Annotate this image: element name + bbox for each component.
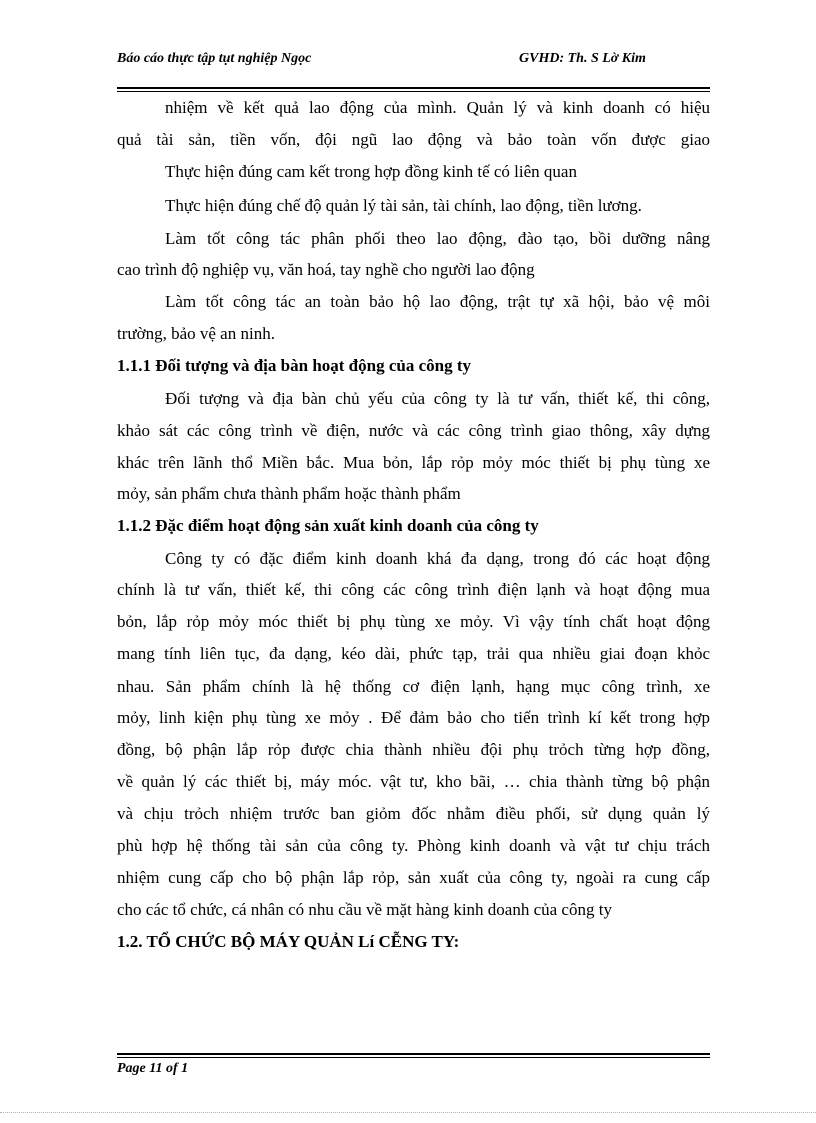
paragraph-line: chính là tư vấn, thiết kế, thi công các công trình điện lạnh và hoạt động mua bbox=[117, 580, 710, 599]
footer-divider bbox=[117, 1053, 710, 1058]
page-boundary bbox=[0, 1112, 816, 1113]
paragraph-line: trường, bảo vệ an ninh. bbox=[117, 324, 275, 343]
paragraph-line: mang tính liên tục, đa dạng, kéo dài, phức tạp, trải qua nhiều giai đoạn khỏc bbox=[117, 644, 710, 663]
paragraph-line: Thực hiện đúng chế độ quản lý tài sản, tài chính, lao động, tiền lương. bbox=[165, 196, 642, 215]
page-number: Page 11 of 1 bbox=[117, 1061, 189, 1076]
paragraph-line: khác trên lãnh thổ Miền bắc. Mua bỏn, lắp rỏp mỏy móc thiết bị phụ tùng xe bbox=[117, 453, 710, 472]
paragraph-line: mỏy, linh kiện phụ tùng xe mỏy . Để đảm bảo cho tiến trình kí kết trong hợp bbox=[117, 708, 710, 727]
paragraph-line: nhiệm về kết quả lao động của mình. Quản lý và kinh doanh có hiệu bbox=[165, 98, 710, 117]
paragraph-line: Làm tốt công tác an toàn bảo hộ lao động, trật tự xã hội, bảo vệ môi bbox=[165, 292, 710, 311]
paragraph-line: phù hợp hệ thống tài sản của công ty. Phòng kinh doanh và vật tư chịu trách bbox=[117, 836, 710, 855]
paragraph-line: quả tài sản, tiền vốn, đội ngũ lao động và bảo toàn vốn được giao bbox=[117, 130, 710, 149]
paragraph-line: nhau. Sản phẩm chính là hệ thống cơ điện lạnh, hạng mục công trình, xe bbox=[117, 677, 710, 696]
paragraph-line: mỏy, sản phẩm chưa thành phẩm hoặc thành phẩm bbox=[117, 484, 461, 503]
section-heading-1-2: 1.2. TỔ CHỨC BỘ MÁY QUẢN Lí CỄNG TY: bbox=[117, 932, 460, 951]
paragraph-line: đồng, bộ phận lắp rỏp được chia thành nhiều đội phụ trỏch từng hợp đồng, bbox=[117, 740, 710, 759]
paragraph-line: Thực hiện đúng cam kết trong hợp đồng kinh tế có liên quan bbox=[165, 162, 577, 181]
paragraph-line: khảo sát các công trình về điện, nước và các công trình giao thông, xây dựng bbox=[117, 421, 710, 440]
section-heading-1-1-1: 1.1.1 Đối tượng và địa bàn hoạt động của công ty bbox=[117, 356, 472, 375]
paragraph-line: Làm tốt công tác phân phối theo lao động, đào tạo, bồi dưỡng nâng bbox=[165, 229, 710, 248]
paragraph-line: Đối tượng và địa bàn chủ yếu của công ty là tư vấn, thiết kế, thi công, bbox=[165, 389, 710, 408]
paragraph-line: cao trình độ nghiệp vụ, văn hoá, tay nghề cho người lao động bbox=[117, 260, 535, 279]
paragraph-line: về quản lý các thiết bị, máy móc. vật tư, kho bãi, … chia thành từng bộ phận bbox=[117, 772, 710, 791]
paragraph-line: Công ty có đặc điểm kinh doanh khá đa dạng, trong đó các hoạt động bbox=[165, 549, 710, 568]
section-heading-1-1-2: 1.1.2 Đặc điểm hoạt động sản xuất kinh doanh của công ty bbox=[117, 516, 539, 535]
header-divider bbox=[117, 87, 710, 92]
paragraph-line: bỏn, lắp rỏp mỏy móc thiết bị phụ tùng xe mỏy. Vì vậy tính chất hoạt động bbox=[117, 612, 710, 631]
header-report-title: Báo cáo thực tập tụt nghiệp Ngọc bbox=[117, 51, 312, 66]
paragraph-line: cho các tổ chức, cá nhân có nhu cầu về mặt hàng kinh doanh của công ty bbox=[117, 900, 612, 919]
header-supervisor: GVHD: Th. S Lờ Kim bbox=[519, 51, 646, 66]
page-header bbox=[117, 50, 710, 86]
paragraph-line: nhiệm cung cấp cho bộ phận lắp rỏp, sản xuất của công ty, ngoài ra cung cấp bbox=[117, 868, 710, 887]
paragraph-line: và chịu trỏch nhiệm trước ban giỏm đốc nhằm điều phối, sử dụng quản lý bbox=[117, 804, 710, 823]
